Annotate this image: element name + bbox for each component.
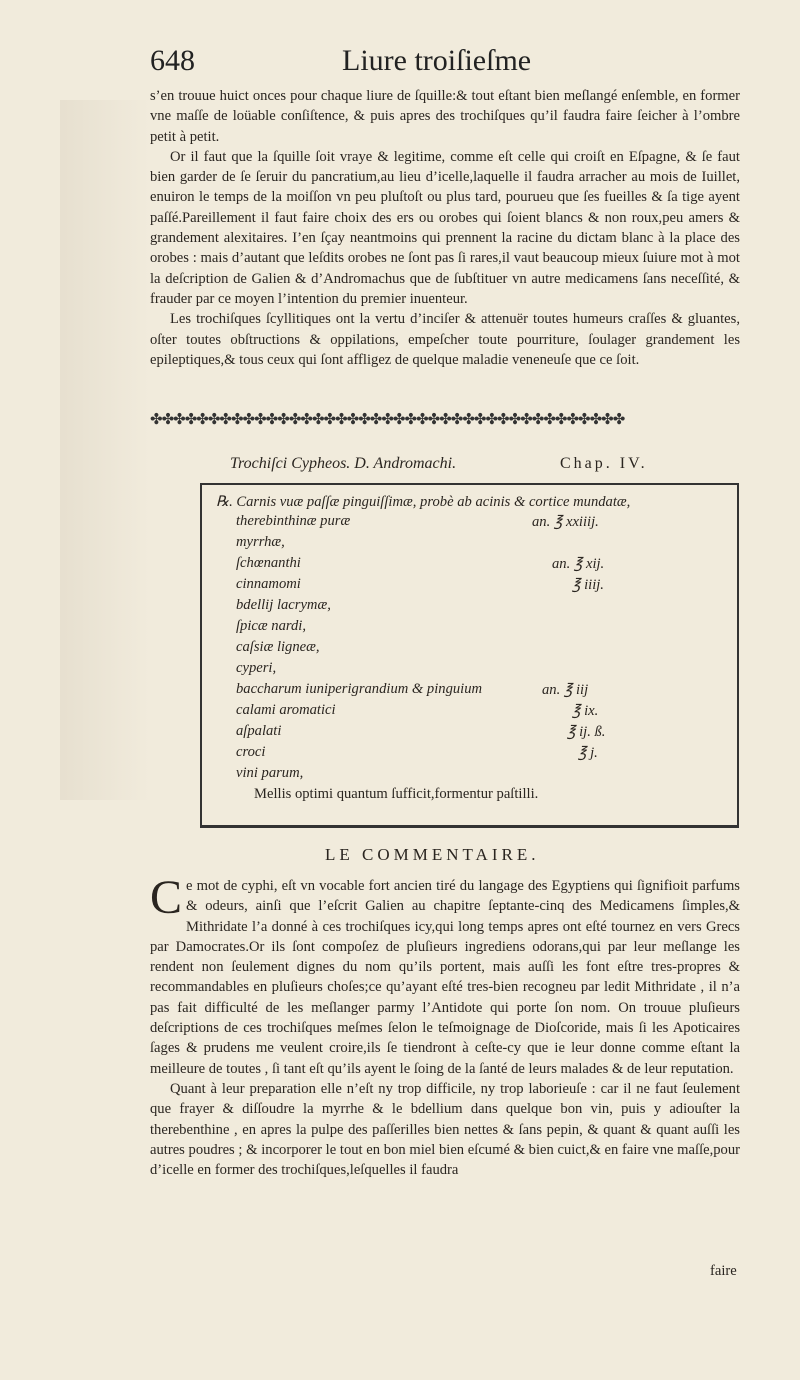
paragraph: Les trochiſques ſcyllitiques ont la vertu d’inciſer & attenuër toutes humeurs craſſes & gluantes, oſter toutes obſtructions & oppilations, empeſcher toute pourriture, ſoulager grandement les epileptiques,& tous ceux qui ſont affligez de quelque maladie veneneuſe que ce ſoit. [150,311,740,368]
recipe-quantity: ℥ ij. ß. [567,724,606,740]
running-title: Liure troiſieſme [342,44,532,77]
paragraph: Quant à leur preparation elle n’eſt ny trop difficile, ny trop laborieuſe : car il ne faut ſeulement que frayer & diſſoudre la myrrhe & le bdellium dans quelque bon vin, puis y adiouſter la therebenthine , en apres la pulpe des paſſerilles bien nettes & ſans pepin, & quant & quant auſſi les autres poudres ; & incorporer le tout en bon miel bien eſcumé & bien cuict,& en faire vne maſſe,pour d’icelle en former des trochiſques,leſquelles il faudra [150,1080,740,1179]
recipe-line: vini parum, [236,765,304,781]
recipe-line: Mellis optimi quantum ſufficit,formentur paſtilli. [254,786,539,802]
chapter-title: Trochiſci Cypheos. D. Andromachi. [230,455,457,472]
recipe-quantity: ℥ iiij. [572,577,604,593]
recipe-line: baccharum iuniperigrandium & pinguium [236,681,483,697]
ornamental-border: ✤✤✤✤✤✤✤✤✤✤✤✤✤✤✤✤✤✤✤✤✤✤✤✤✤✤✤✤✤✤✤✤✤✤✤✤✤✤✤✤✤ [150,410,625,428]
commentary-heading: LE COMMENTAIRE. [325,845,540,864]
recipe-line: ℞. Carnis vuæ paſſæ pinguiſſimæ, probè ab acinis & cortice mundatæ, [216,494,631,510]
recipe-line: caſsiæ ligneæ, [236,639,320,655]
recipe-line: ſchœnanthi [236,555,301,571]
recipe-quantity: an. ℥ iij [542,682,589,698]
paragraph: Or il faut que la ſquille ſoit vraye & legitime, comme eſt celle qui croiſt en Eſpagne, & ſe faut bien garder de ſe ſeruir du pancratium,au lieu d’icelle,laquelle il faudra arracher au mois de Iuillet, enuiron le temps de la moiſſon vn peu pluſtoſt ou plus tard, pourueu que ſes fueilles & ſa tige ayent paſſé.Pareillement il faut faire choix des ers ou orobes qui ſoient blancs & non roux,peu amers & grandement alexitaires. I’en ſçay neantmoins qui prennent la racine du dictam blanc à la place des orobes : mais d’autant que leſdits orobes ne ſont pas ſi rares,il vaut beaucoup mieux ſuiure mot à mot la deſcription de Galien & d’Andromachus que de ſubſtituer vn autre medicamens ſans neceſſité, & frauder par ce moyen l’intention du premier inuenteur. [150,148,740,307]
recipe-line: croci [236,744,266,760]
paragraph-text: e mot de cyphi, eſt vn vocable fort ancien tiré du langage des Egyptiens qui ſignifioit parfums & odeurs, ainſi que l’eſcrit Galien au chapitre ſeptante-cinq des Medicamens ſimples,& Mithridate l’a donné à ces trochiſques icy,qui long temps apres ont eſté tournez en vers Grecs par Damocrates.Or ils ſont compoſez de pluſieurs ingrediens odorans,qui par leur meſlange les rendent non ſeulement dignes du nom qu’ils portent, mais auſſi les font eſtre tres-propres & recommandables en pluſieurs choſes;ce qu’ayant eſté tres-bien recogneu par ledit Mithridate , il n’a pas fait difficulté de les meſlanger parmy l’Antidote qui porte ſon nom. On trouue pluſieurs deſcriptions de ces trochiſques meſmes ſelon le teſmoignage de Dioſcoride, mais ſi les Apoticaires ſages & prudens me veulent croire,ils ſe tiendront à ceſte-cy que ie leur donne comme eſtant la meilleure de toutes , ſi tant eſt qu’ils ayent le ſoing de la ſanté de leurs malades & de leur reputation. [150,878,740,1077]
page-stain [60,100,150,800]
recipe-line: bdellij lacrymæ, [236,597,331,613]
recipe-line: cinnamomi [236,576,301,592]
page-number: 648 [150,44,195,77]
recipe-quantity: ℥ ix. [572,703,599,719]
recipe-line: therebinthinæ puræ [236,513,351,529]
paragraph [150,871,740,1079]
recipe-quantity: an. ℥ xxiiij. [532,514,599,530]
catchword: faire [710,1263,737,1279]
recipe-box [200,483,739,828]
recipe-line: myrrhæ, [236,534,285,550]
top-text-block [150,86,740,370]
drop-cap: C [150,871,183,924]
paragraph: s’en trouue huict onces pour chaque liure de ſquille:& tout eſtant bien meſlangé enſemble, en former vne maſſe de loüable conſiſtence, & puis apres des trochiſques qu’il faudra faire ſeicher à l’ombre petit à petit. [150,88,740,145]
recipe-quantity: ℥ j. [578,745,598,761]
recipe-line: ſpicæ nardi, [236,618,306,634]
commentary-text [150,871,740,1180]
recipe-line: aſpalati [236,723,282,739]
recipe-line: cyperi, [236,660,277,676]
chapter-heading [230,455,750,473]
chapter-label: Chap. IV. [560,455,648,472]
recipe-line: calami aromatici [236,702,336,718]
recipe-quantity: an. ℥ xij. [552,556,605,572]
